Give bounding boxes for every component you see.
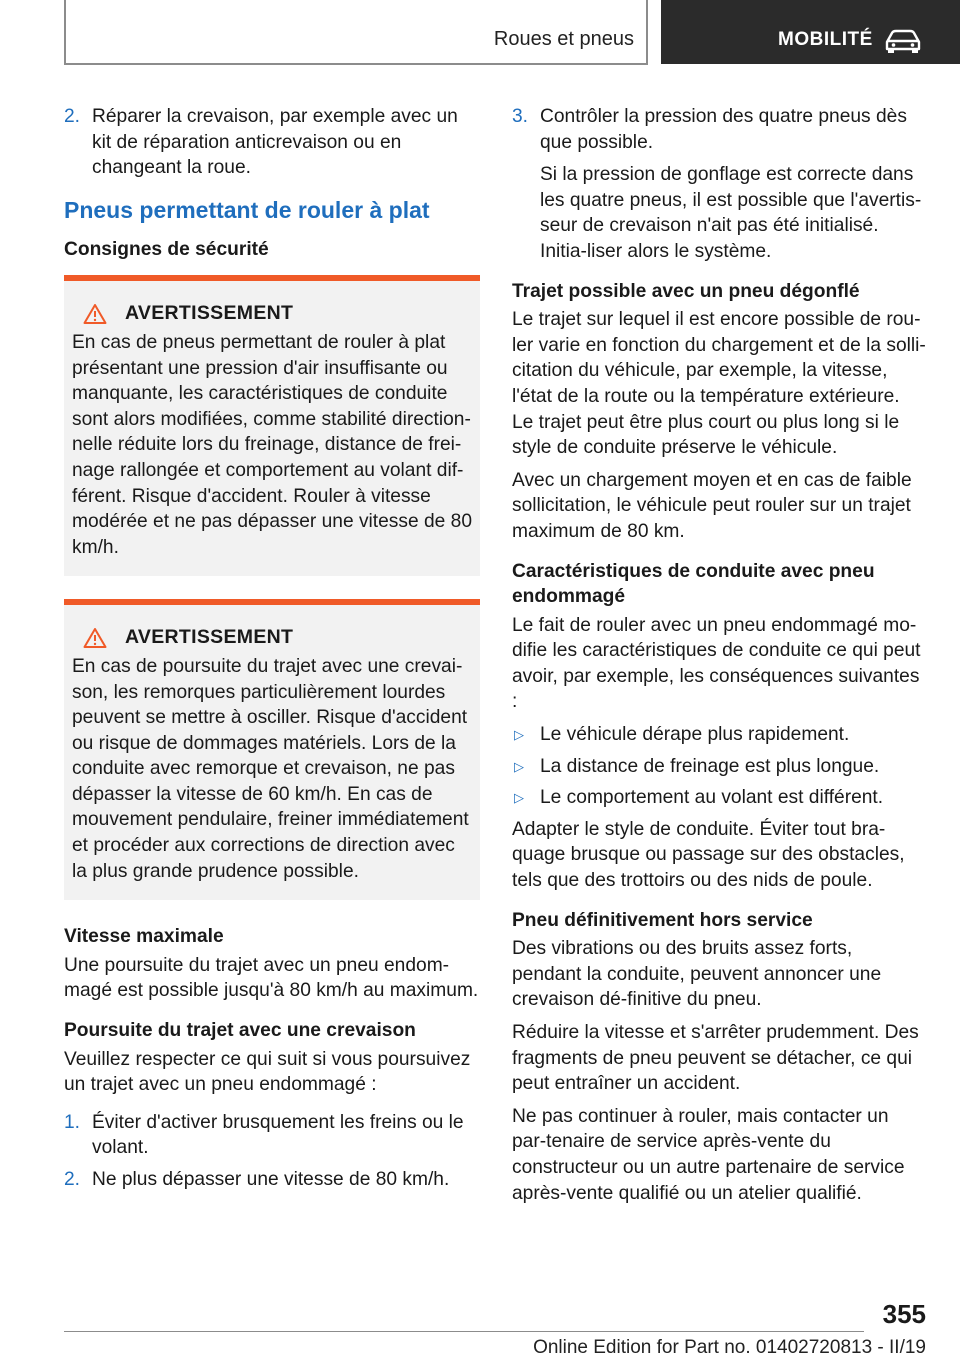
warning-header — [72, 301, 472, 327]
triangle-bullet-icon: ▷ — [514, 790, 524, 806]
subheading: Caractéristiques de conduite avec pneu endommagé — [512, 560, 875, 608]
subheading: Poursuite du trajet avec une crevaison — [64, 1020, 416, 1042]
paragraph: Le fait de rouler avec un pneu endommagé mo-difie les caractéristiques de conduite ce qui peut avoir, par exemple, les conséquences suivantes : — [512, 614, 921, 713]
list-item-number: 2. — [64, 106, 81, 127]
list-item — [64, 1167, 480, 1193]
subheading: Trajet possible avec un pneu dégonflé — [512, 280, 860, 302]
paragraph: Ne pas continuer à rouler, mais contacter un par-tenaire de service après-vente du constructeur ou un autre partenaire de service après-vente qualifié ou un atelier qualifié. — [512, 1105, 905, 1204]
triangle-bullet-icon: ▷ — [514, 758, 524, 774]
warning-title: AVERTISSEMENT — [125, 302, 294, 325]
bullet-item — [512, 785, 926, 811]
list-item — [64, 104, 480, 181]
list-item-number: 3. — [512, 106, 529, 127]
bullet-text: Le comportement au volant est différent. — [540, 787, 884, 809]
paragraph: Avec un chargement moyen et en cas de faible sollicitation, le véhicule peut rouler sur un trajet maximum de 80 km. — [512, 469, 912, 542]
subheading: Pneu définitivement hors service — [512, 909, 813, 931]
warning-title: AVERTISSEMENT — [125, 626, 294, 649]
list-item-text: Ne plus dépasser une vitesse de 80 km/h. — [92, 1169, 450, 1190]
right-column — [512, 104, 926, 1213]
header-divider-right — [646, 0, 648, 64]
page-number: 355 — [882, 1299, 926, 1329]
section-heading: Pneus permettant de rouler à plat — [64, 196, 430, 223]
subheading: Vitesse maximale — [64, 926, 224, 948]
paragraph: Réduire la vitesse et s'arrêter prudemment. Des fragments de pneu peuvent se détacher, ce qui peut entraîner un accident. — [512, 1022, 919, 1095]
list-item-number: 1. — [64, 1111, 81, 1133]
warning-triangle-icon — [83, 627, 107, 649]
list-item — [512, 104, 926, 265]
bullet-text: Le véhicule dérape plus rapidement. — [540, 724, 850, 746]
warning-box — [64, 599, 480, 900]
warning-triangle-icon — [83, 303, 107, 325]
paragraph: Veuillez respecter ce qui suit si vous poursuivez un trajet avec un pneu endommagé : — [64, 1048, 471, 1096]
chapter-tab — [661, 0, 960, 64]
header-rule — [64, 63, 648, 65]
list-item-number: 2. — [64, 1169, 81, 1190]
triangle-bullet-icon: ▷ — [514, 727, 524, 743]
header-divider-left — [64, 0, 66, 64]
warning-text: En cas de poursuite du trajet avec une crevai-son, les remorques particulièrement lourdes peuvent se mettre à osciller. Risque d'accident ou risque de dommages matériels. Lors de la conduite avec remorque et crevaison, ne pas dépasser la vitesse de 60 km/h. En cas de mouvement pendulaire, freiner immédiatement et procéder aux corrections de direction avec la plus grande prudence possible. — [72, 655, 469, 882]
subheading: Consignes de sécurité — [64, 238, 269, 260]
edition-note: Online Edition for Part no. 01402720813 - II/19 — [533, 1337, 926, 1358]
list-item-text: Éviter d'activer brusquement les freins ou le volant. — [92, 1111, 464, 1159]
paragraph: Une poursuite du trajet avec un pneu endom-magé est possible jusqu'à 80 km/h au maximum. — [64, 954, 479, 1002]
warning-text: En cas de pneus permettant de rouler à plat présentant une pression d'air insuffisante ou manquante, les caractéristiques de conduite sont alors modifiées, comme stabilité direction-nelle réduite lors du freinage, distance de frei-nage rallongée et comportement au volant dif-férent. Risque d'accident. Rouler à vitesse modérée et ne pas dépasser une vitesse de 80 km/h. — [72, 331, 473, 558]
list-item — [64, 1110, 480, 1161]
warning-box — [64, 275, 480, 576]
paragraph: Le trajet sur lequel il est encore possible de rou-ler varie en fonction du chargement et de la solli-citation du véhicule, par exemple, la vitesse, l'état de la route ou la température extérieure. Le trajet peut être plus court ou plus long si le style de conduite préserve le véhicule. — [512, 309, 926, 459]
paragraph: Adapter le style de conduite. Éviter tout bra-quage brusque ou passage sur des obstacles, tels que des trottoirs ou des nids de poule. — [512, 818, 905, 892]
bullet-item — [512, 754, 926, 780]
footer-rule — [64, 1331, 864, 1332]
list-item-text: Réparer la crevaison, par exemple avec un kit de réparation anticrevaison ou en changeant la roue. — [92, 106, 458, 179]
list-item-subtext: Si la pression de gonflage est correcte dans les quatre pneus, il est possible que l'avertis-seur de crevaison n'ait pas été initialisé. Initia-liser alors le système. — [540, 164, 922, 262]
section-title: Roues et pneus — [493, 28, 634, 50]
car-icon — [883, 28, 923, 59]
bullet-item — [512, 722, 926, 748]
list-item-text: Contrôler la pression des quatre pneus dès que possible. — [540, 106, 907, 153]
warning-header — [72, 625, 472, 651]
bullet-text: La distance de freinage est plus longue. — [540, 755, 880, 777]
left-column — [64, 104, 480, 1199]
paragraph: Des vibrations ou des bruits assez forts, pendant la conduite, peuvent annoncer une crevaison dé-finitive du pneu. — [512, 938, 882, 1011]
chapter-tab-label: MOBILITÉ — [778, 29, 873, 50]
